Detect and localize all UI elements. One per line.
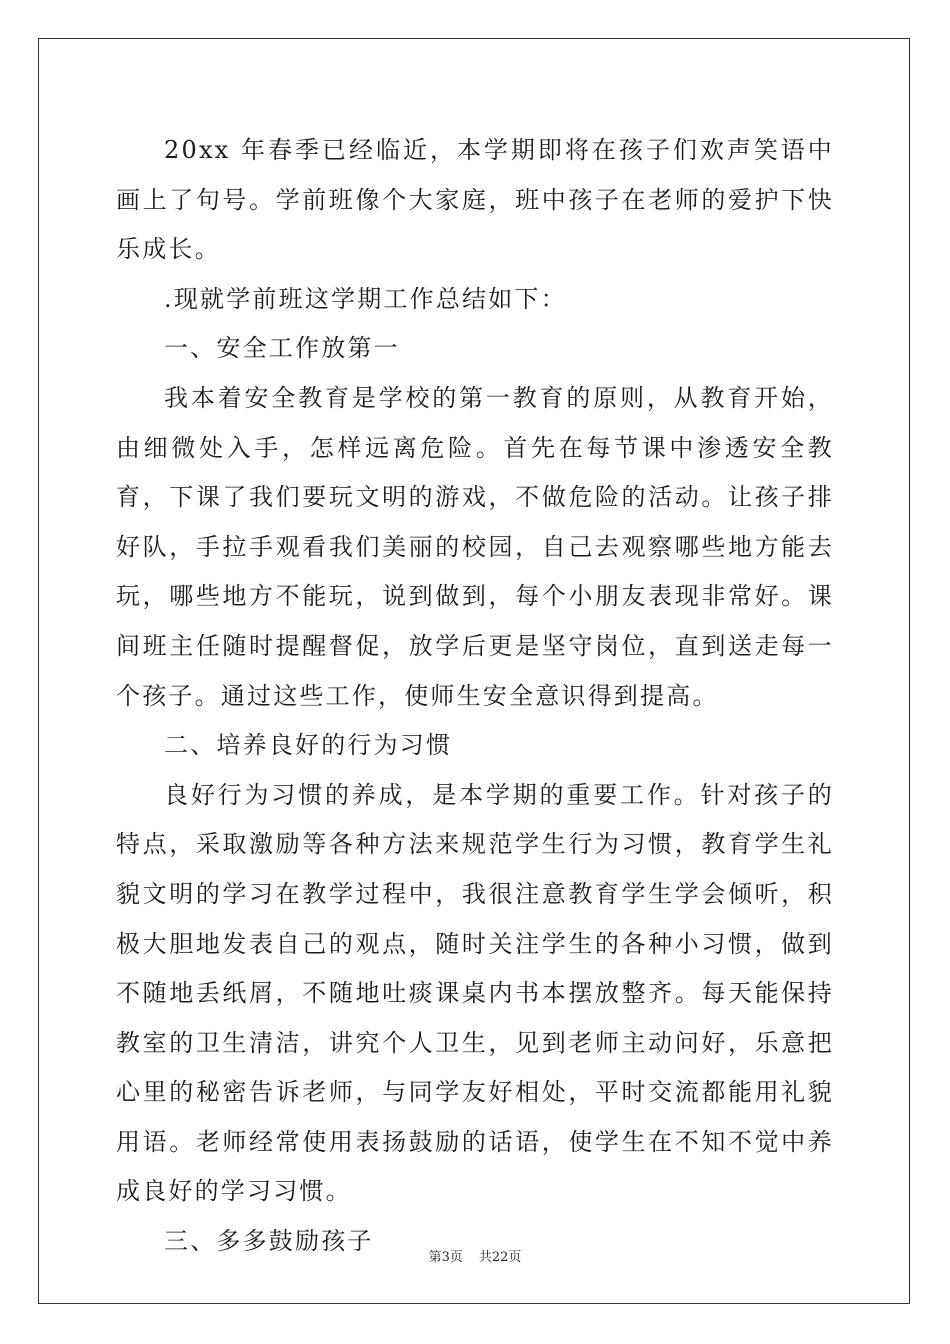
page-number-current: 第3页 [428,1250,463,1265]
document-body [116,126,834,1267]
section-heading-safety: 一、安全工作放第一 [164,334,400,363]
intro-paragraph: 20xx 年春季已经临近，本学期即将在孩子们欢声笑语中画上了句号。学前班像个大家庭，班中孩子在老师的爱护下快乐成长。 [116,136,834,264]
section-heading-habits: 二、培养良好的行为习惯 [164,731,453,760]
page-footer [0,1246,950,1265]
safety-paragraph: 我本着安全教育是学校的第一教育的原则，从教育开始，由细微处入手，怎样远离危险。首先在每节课中渗透安全教育，下课了我们要玩文明的游戏，不做危险的活动。让孩子排好队，手拉手观看我们美丽的校园，自己去观察哪些地方能去玩，哪些地方不能玩，说到做到，每个小朋友表现非常好。课间班主任随时提醒督促，放学后更是坚守岗位，直到送走每一个孩子。通过这些工作，使师生安全意识得到提高。 [116,383,834,710]
summary-lead-line: .现就学前班这学期工作总结如下： [164,284,567,313]
habits-paragraph: 良好行为习惯的养成，是本学期的重要工作。针对孩子的特点，采取激励等各种方法来规范学生行为习惯，教育学生礼貌文明的学习在教学过程中，我很注意教育学生学会倾听，积极大胆地发表自己的观点，随时关注学生的各种小习惯，做到不随地丢纸屑，不随地吐痰课桌内书本摆放整齐。每天能保持教室的卫生清洁，讲究个人卫生，见到老师主动问好，乐意把心里的秘密告诉老师，与同学友好相处，平时交流都能用礼貌用语。老师经常使用表扬鼓励的话语，使学生在不知不觉中养成良好的学习习惯。 [116,780,834,1206]
section-heading-encouragement: 三、多多鼓励孩子 [164,1227,374,1256]
page-number-total: 共22页 [478,1250,522,1265]
